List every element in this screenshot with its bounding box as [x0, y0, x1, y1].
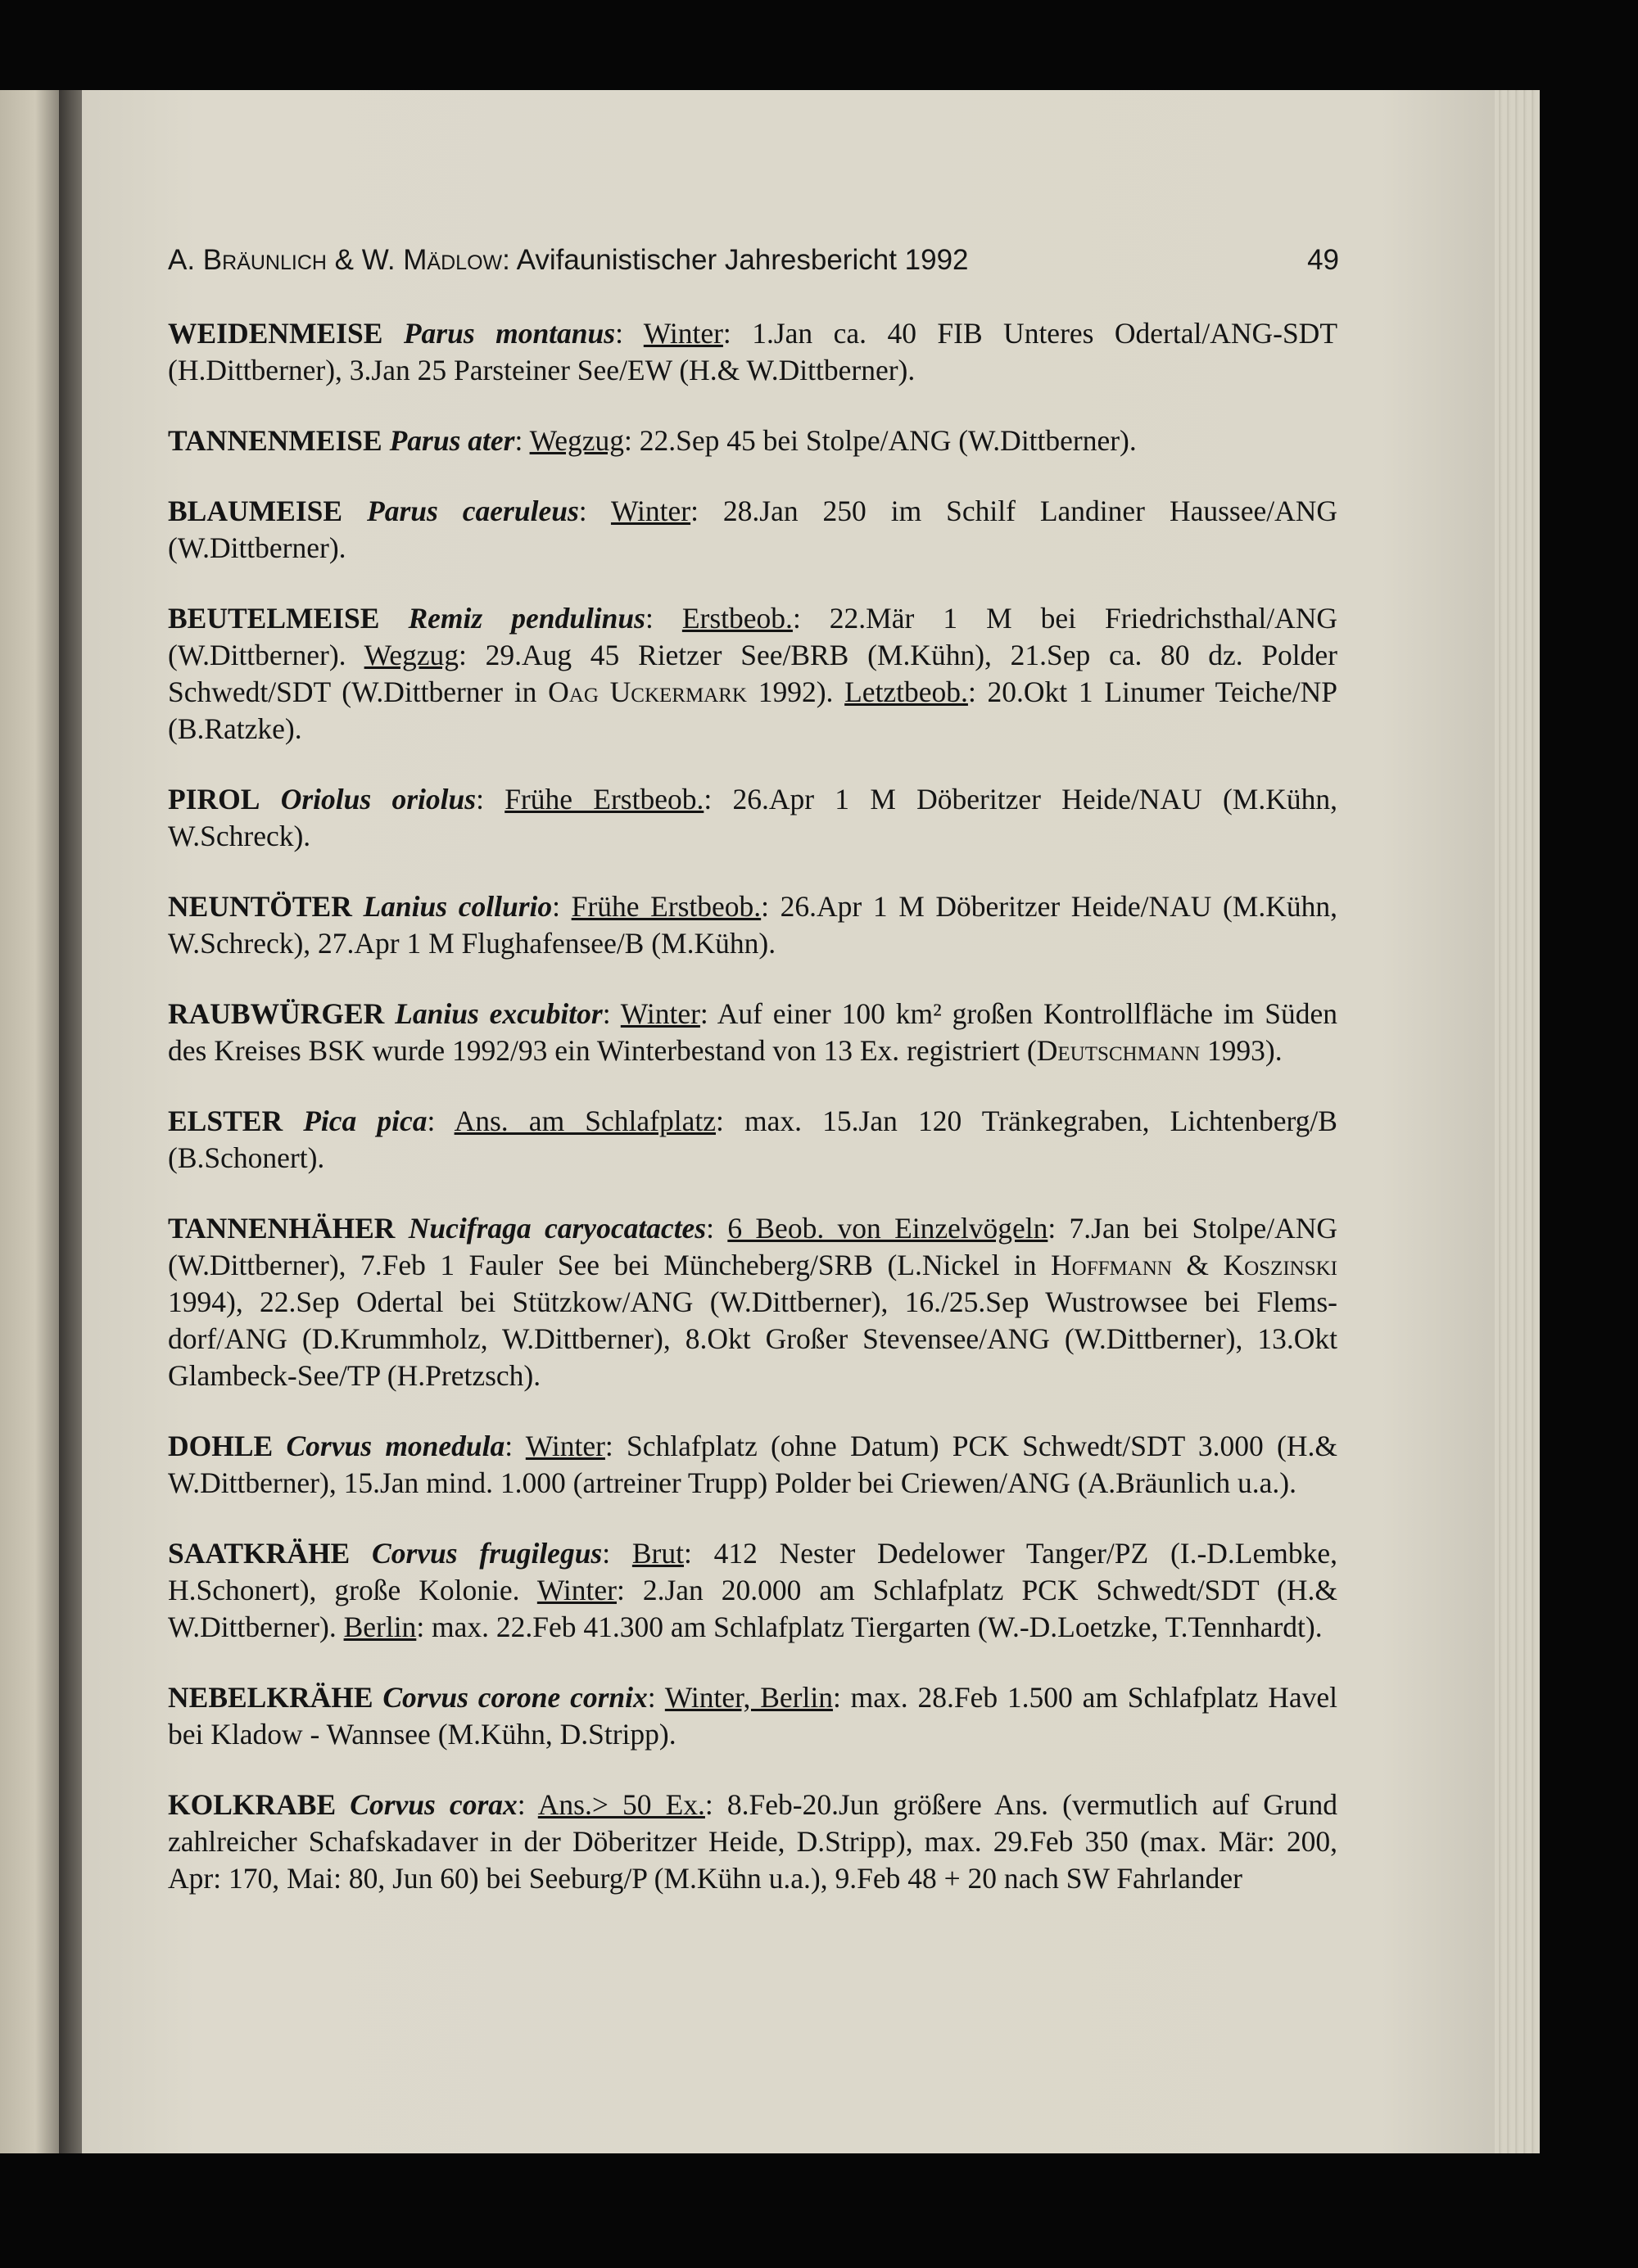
entry-text: :: [427, 1105, 455, 1137]
entry-text: : 26.Apr 1 M Döberitzer Heide/NAU (M.Kühn, W.Schreck), 27.Apr 1 M Flughafensee/B (M.Kühn).: [168, 890, 1337, 960]
section-label: Winter: [525, 1430, 605, 1462]
latin-name: Nucifraga caryocatactes: [408, 1212, 707, 1245]
species-entry: [168, 1103, 1337, 1177]
latin-name: Corvus corax: [350, 1788, 518, 1821]
page-number: 49: [1307, 244, 1339, 276]
species-entry: [168, 1428, 1337, 1502]
section-label: Berlin: [343, 1611, 417, 1643]
species-entry: [168, 1787, 1337, 1897]
entry-text: : 29.Aug 45 Rietzer See/BRB (M.Kühn), 21.Sep ca. 80 dz. Polder Schwedt/SDT (W.Dittberner in: [168, 639, 1337, 708]
species-entry: [168, 888, 1337, 962]
section-label: Frühe Erstbeob.: [505, 783, 704, 815]
section-label: Wegzug: [364, 639, 459, 671]
latin-name: Remiz pendulinus: [408, 602, 645, 635]
species-name: RAUBWÜRGER: [168, 997, 385, 1030]
entry-text: :: [615, 317, 644, 350]
section-label: Winter, Berlin: [664, 1681, 833, 1714]
entry-text: : 22.Sep 45 bei Stolpe/ANG (W.Dittberner).: [624, 424, 1137, 457]
entry-text: 1992).: [746, 675, 845, 708]
section-label: 6 Beob. von Einzelvögeln: [727, 1212, 1048, 1245]
section-label: Wegzug: [529, 424, 624, 457]
entry-text: :: [517, 1788, 538, 1821]
entry-text: : max. 28.Feb 1.500 am Schlafplatz Havel bei Kladow - Wannsee (M.Kühn, D.Stripp).: [168, 1681, 1338, 1751]
entry-text: : 20.Okt 1 Linumer Teiche/NP (B.Ratzke).: [168, 675, 1338, 745]
entry-text: : Auf einer 100 km² großen Kontrollfläche im Süden des Kreises BSK wurde 1992/93 ein Winterbestand von 13 Ex. registriert (: [168, 997, 1337, 1067]
latin-name: Corvus frugilegus: [372, 1537, 603, 1570]
entry-text: : 26.Apr 1 M Döberitzer Heide/NAU (M.Kühn, W.Schreck).: [168, 783, 1337, 852]
entry-text: 1993).: [1200, 1034, 1283, 1067]
section-label: Ans.> 50 Ex.: [537, 1788, 705, 1821]
entry-text: :: [645, 602, 682, 635]
report-body: [168, 315, 1337, 1931]
header-title: : Avifaunistischer Jahresbericht 1992: [502, 244, 969, 276]
section-label: Winter: [643, 317, 723, 350]
book-gutter-shadow: [59, 90, 84, 2153]
header-authors: A. Bräunlich & W. Mädlow: [168, 244, 503, 276]
species-name: ELSTER: [168, 1105, 283, 1137]
entry-text: :: [706, 1212, 728, 1245]
entry-text: : 412 Nester Dedelower Tanger/PZ (I.-D.Lembke, H.Schonert), große Kolonie.: [168, 1537, 1337, 1606]
section-label: Letztbeob.: [844, 675, 968, 708]
entry-text: 1994), 22.Sep Odertal bei Stützkow/ANG (W.Dittberner), 16./25.Sep Wustrowsee bei Flemsdorf/ANG (D.Krummholz, W.Dittberner), 8.Okt Großer Stevensee/ANG (W.Dittberner), 13.Okt Glambeck-See/TP (H.Pretzsch).: [168, 1285, 1337, 1392]
species-entry: [168, 781, 1337, 855]
section-label: Winter: [610, 495, 691, 527]
latin-name: Corvus monedula: [286, 1430, 505, 1462]
species-name: WEIDENMEISE: [168, 317, 383, 350]
previous-page-edge: [0, 90, 59, 2153]
entry-text: : 28.Jan 250 im Schilf Landiner Haussee/ANG (W.Dittberner).: [168, 495, 1338, 564]
entry-text: : 2.Jan 20.000 am Schlafplatz PCK Schwedt/SDT (H.& W.Dittberner).: [168, 1574, 1337, 1643]
entry-text: :: [602, 1537, 632, 1570]
section-label: Erstbeob.: [681, 602, 793, 635]
species-entry: [168, 1210, 1337, 1394]
entry-text: :: [602, 997, 621, 1030]
section-label: Frühe Erstbeob.: [571, 890, 762, 923]
entry-text: : 22.Mär 1 M bei Friedrichsthal/ANG (W.Dittberner).: [168, 602, 1338, 671]
latin-name: Lanius collurio: [363, 890, 553, 923]
entry-text: :: [552, 890, 572, 923]
species-name: BLAUMEISE: [168, 495, 343, 527]
section-label: Ans. am Schlafplatz: [454, 1105, 716, 1137]
entry-text: : Schlafplatz (ohne Datum) PCK Schwedt/SDT 3.000 (H.& W.Dittberner), 15.Jan mind. 1.000 (artreiner Trupp) Polder bei Criewen/ANG (A.Bräunlich u.a.).: [168, 1430, 1337, 1499]
species-entry: [168, 493, 1337, 567]
latin-name: Parus ater: [389, 424, 515, 457]
entry-text: :: [578, 495, 611, 527]
entry-text: : max. 22.Feb 41.300 am Schlafplatz Tiergarten (W.-D.Loetzke, T.Tennhardt).: [416, 1611, 1323, 1643]
species-name: PIROL: [168, 783, 260, 815]
entry-text: :: [505, 1430, 526, 1462]
species-name: KOLKRABE: [168, 1788, 337, 1821]
species-name: NEBELKRÄHE: [168, 1681, 373, 1714]
header-title-line: [168, 244, 969, 277]
species-entry: [168, 600, 1337, 748]
latin-name: Pica pica: [303, 1105, 428, 1137]
species-entry: [168, 315, 1337, 389]
species-entry: [168, 996, 1337, 1069]
section-label: Winter: [536, 1574, 617, 1606]
latin-name: Oriolus oriolus: [280, 783, 477, 815]
species-name: BEUTELMEISE: [168, 602, 380, 635]
entry-text: : 1.Jan ca. 40 FIB Unteres Odertal/ANG-SDT (H.Dittberner), 3.Jan 25 Parsteiner See/EW (H.& W.Dittberner).: [168, 317, 1338, 386]
species-entry: [168, 1535, 1337, 1646]
page-stack-edge: [1495, 90, 1540, 2153]
citation: Oag Uckermark: [548, 675, 747, 708]
latin-name: Parus caeruleus: [367, 495, 579, 527]
entry-text: : 7.Jan bei Stolpe/ANG (W.Dittberner), 7.Feb 1 Fauler See bei Müncheberg/SRB (L.Nickel in: [168, 1212, 1338, 1281]
latin-name: Corvus corone cornix: [382, 1681, 648, 1714]
species-name: NEUNTÖTER: [168, 890, 352, 923]
running-header: [168, 244, 1339, 277]
entry-text: :: [514, 424, 530, 457]
latin-name: Parus montanus: [403, 317, 616, 350]
species-entry: [168, 422, 1337, 459]
entry-text: : max. 15.Jan 120 Tränkegraben, Lichtenberg/B (B.Schonert).: [168, 1105, 1337, 1174]
entry-text: :: [647, 1681, 665, 1714]
species-name: TANNENMEISE: [168, 424, 382, 457]
species-name: SAATKRÄHE: [168, 1537, 351, 1570]
citation: Hoffmann & Koszinski: [1051, 1249, 1337, 1281]
entry-text: : 8.Feb-20.Jun größere Ans. (vermutlich auf Grund zahlreicher Schafskadaver in der Döberitzer Heide, D.Stripp), max. 29.Feb 350 (max. Mär: 200, Apr: 170, Mai: 80, Jun 60) bei Seeburg/P (M.Kühn u.a.), 9.Feb 48 + 20 nach SW Fahrlander: [168, 1788, 1337, 1895]
species-name: TANNENHÄHER: [168, 1212, 396, 1245]
latin-name: Lanius excubitor: [395, 997, 603, 1030]
section-label: Winter: [620, 997, 700, 1030]
species-name: DOHLE: [168, 1430, 274, 1462]
section-label: Brut: [631, 1537, 684, 1570]
citation: Deutschmann: [1036, 1034, 1201, 1067]
entry-text: :: [476, 783, 505, 815]
species-entry: [168, 1679, 1337, 1753]
